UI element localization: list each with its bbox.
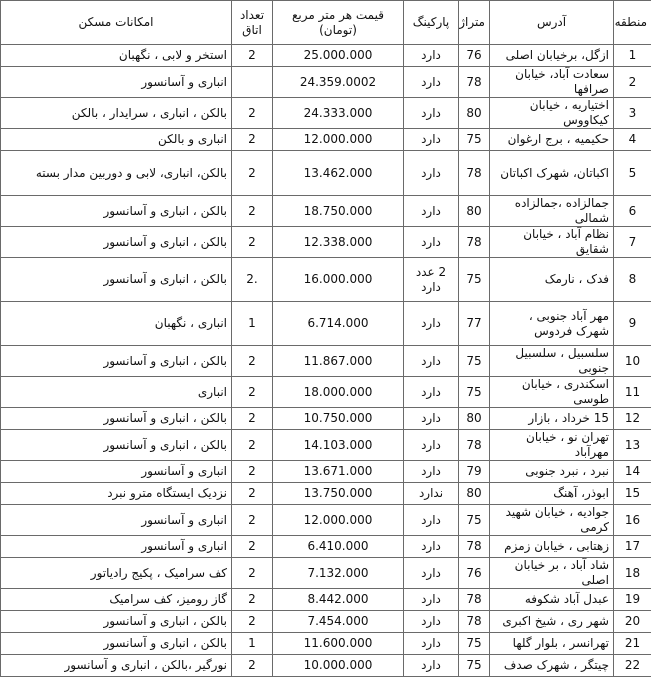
cell-address: 15 خرداد ، بازار [490, 408, 614, 430]
cell-parking: دارد [404, 45, 459, 67]
cell-address: اختیاریه ، خیابان کیکاووس [490, 98, 614, 129]
cell-rooms: 1 [232, 302, 273, 346]
cell-region: 18 [614, 558, 651, 589]
cell-area: 79 [459, 461, 490, 483]
cell-address: زهتابی ، خیابان زمزم [490, 536, 614, 558]
cell-rooms: 2 [232, 430, 273, 461]
cell-rooms: 2 [232, 98, 273, 129]
cell-price: 13.671.000 [273, 461, 404, 483]
cell-amenities: بالکن ، انباری و آسانسور [1, 633, 232, 655]
table-row [1, 633, 651, 655]
cell-price: 11.600.000 [273, 633, 404, 655]
cell-price: 12.338.000 [273, 227, 404, 258]
cell-price: 12.000.000 [273, 505, 404, 536]
cell-amenities: انباری و آسانسور [1, 461, 232, 483]
cell-region: 19 [614, 589, 651, 611]
table-row [1, 346, 651, 377]
cell-area: 80 [459, 196, 490, 227]
cell-amenities: بالکن ، انباری و آسانسور [1, 346, 232, 377]
cell-price: 24.359.0002 [273, 67, 404, 98]
cell-address: نبرد ، نبرد جنوبی [490, 461, 614, 483]
table-row [1, 258, 651, 302]
cell-parking: دارد [404, 611, 459, 633]
header-parking: پارکینگ [404, 1, 459, 45]
cell-price: 16.000.000 [273, 258, 404, 302]
cell-parking: دارد [404, 589, 459, 611]
cell-price: 7.454.000 [273, 611, 404, 633]
cell-area: 80 [459, 408, 490, 430]
cell-amenities: انباری و آسانسور [1, 536, 232, 558]
cell-region: 21 [614, 633, 651, 655]
table-row [1, 505, 651, 536]
table-row [1, 536, 651, 558]
cell-area: 78 [459, 611, 490, 633]
cell-address: فدک ، نارمک [490, 258, 614, 302]
cell-region: 13 [614, 430, 651, 461]
cell-rooms: 2 [232, 505, 273, 536]
cell-price: 18.750.000 [273, 196, 404, 227]
cell-region: 6 [614, 196, 651, 227]
cell-parking: دارد [404, 227, 459, 258]
table-row [1, 98, 651, 129]
header-price: قیمت هر متر مربع (تومان) [273, 1, 404, 45]
cell-region: 3 [614, 98, 651, 129]
cell-area: 75 [459, 258, 490, 302]
cell-address: تهران نو ، خیابان مهرآباد [490, 430, 614, 461]
cell-area: 75 [459, 505, 490, 536]
cell-price: 6.714.000 [273, 302, 404, 346]
table-row [1, 589, 651, 611]
cell-area: 76 [459, 558, 490, 589]
cell-amenities: بالکن ، انباری و آسانسور [1, 408, 232, 430]
table-row [1, 377, 651, 408]
cell-region: 17 [614, 536, 651, 558]
table-body [1, 45, 651, 677]
cell-area: 78 [459, 227, 490, 258]
cell-price: 12.000.000 [273, 129, 404, 151]
cell-area: 75 [459, 655, 490, 677]
cell-amenities: بالکن ، انباری و آسانسور [1, 430, 232, 461]
cell-price: 7.132.000 [273, 558, 404, 589]
table-row [1, 227, 651, 258]
cell-region: 20 [614, 611, 651, 633]
cell-rooms: 1 [232, 633, 273, 655]
cell-address: ابوذر، آهنگ [490, 483, 614, 505]
cell-parking: دارد [404, 302, 459, 346]
cell-area: 78 [459, 430, 490, 461]
cell-amenities: انباری و آسانسور [1, 505, 232, 536]
cell-rooms: 2 [232, 558, 273, 589]
cell-price: 10.000.000 [273, 655, 404, 677]
cell-region: 1 [614, 45, 651, 67]
cell-amenities: بالکن ، انباری و آسانسور [1, 258, 232, 302]
cell-rooms: 2 [232, 408, 273, 430]
cell-price: 13.462.000 [273, 151, 404, 196]
cell-area: 75 [459, 346, 490, 377]
cell-address: جمالزاده ،جمالزاده شمالی [490, 196, 614, 227]
cell-parking: دارد [404, 408, 459, 430]
cell-address: شهر ری ، شیخ اکبری [490, 611, 614, 633]
header-rooms: تعداد اتاق [232, 1, 273, 45]
cell-amenities: بالکن ، انباری و آسانسور [1, 227, 232, 258]
cell-amenities: استخر و لابی ، نگهبان [1, 45, 232, 67]
cell-rooms: 2 [232, 483, 273, 505]
cell-amenities: انباری [1, 377, 232, 408]
cell-parking: دارد [404, 98, 459, 129]
cell-address: اسکندری ، خیابان طوسی [490, 377, 614, 408]
cell-amenities: بالکن ، انباری ، سرایدار ، بالکن [1, 98, 232, 129]
cell-price: 14.103.000 [273, 430, 404, 461]
cell-parking: دارد [404, 461, 459, 483]
cell-amenities: انباری و بالکن [1, 129, 232, 151]
header-region: منطقه [614, 1, 651, 45]
cell-address: شاد آباد ، بر خیابان اصلی [490, 558, 614, 589]
cell-address: اکباتان، شهرک اکباتان [490, 151, 614, 196]
cell-area: 80 [459, 483, 490, 505]
cell-parking: دارد [404, 536, 459, 558]
cell-address: مهر آباد جنوبی ، شهرک فردوس [490, 302, 614, 346]
cell-area: 80 [459, 98, 490, 129]
cell-rooms: 2 [232, 227, 273, 258]
cell-region: 5 [614, 151, 651, 196]
cell-area: 75 [459, 633, 490, 655]
cell-area: 78 [459, 536, 490, 558]
cell-parking: دارد [404, 196, 459, 227]
table-row [1, 430, 651, 461]
cell-region: 16 [614, 505, 651, 536]
cell-amenities: بالکن ، انباری و آسانسور [1, 196, 232, 227]
header-amenities: امکانات مسکن [1, 1, 232, 45]
cell-area: 77 [459, 302, 490, 346]
cell-area: 78 [459, 67, 490, 98]
cell-region: 8 [614, 258, 651, 302]
cell-rooms: 2 [232, 129, 273, 151]
cell-parking: دارد [404, 67, 459, 98]
table-row [1, 302, 651, 346]
cell-address: سلسبیل ، سلسبیل جنوبی [490, 346, 614, 377]
cell-region: 12 [614, 408, 651, 430]
cell-address: نظام آباد ، خیابان شقایق [490, 227, 614, 258]
cell-price: 13.750.000 [273, 483, 404, 505]
cell-area: 78 [459, 589, 490, 611]
cell-rooms: .2 [232, 258, 273, 302]
table-row [1, 129, 651, 151]
table-row [1, 408, 651, 430]
cell-parking: دارد [404, 505, 459, 536]
cell-region: 11 [614, 377, 651, 408]
table-row [1, 45, 651, 67]
cell-price: 6.410.000 [273, 536, 404, 558]
cell-amenities: کف سرامیک ، پکیج رادیاتور [1, 558, 232, 589]
cell-region: 4 [614, 129, 651, 151]
table-row [1, 611, 651, 633]
cell-region: 14 [614, 461, 651, 483]
cell-region: 15 [614, 483, 651, 505]
cell-parking: 2 عدد دارد [404, 258, 459, 302]
table-row [1, 558, 651, 589]
cell-region: 2 [614, 67, 651, 98]
cell-amenities: بالکن، انباری، لابی و دوربین مدار بسته [1, 151, 232, 196]
cell-parking: دارد [404, 377, 459, 408]
cell-region: 22 [614, 655, 651, 677]
cell-price: 24.333.000 [273, 98, 404, 129]
cell-address: ازگل، برخیابان اصلی [490, 45, 614, 67]
cell-price: 18.000.000 [273, 377, 404, 408]
cell-area: 75 [459, 129, 490, 151]
cell-address: چیتگر ، شهرک صدف [490, 655, 614, 677]
cell-parking: دارد [404, 655, 459, 677]
cell-rooms: 2 [232, 461, 273, 483]
table-row [1, 655, 651, 677]
cell-price: 10.750.000 [273, 408, 404, 430]
cell-area: 75 [459, 377, 490, 408]
cell-region: 10 [614, 346, 651, 377]
cell-parking: ندارد [404, 483, 459, 505]
header-address: آدرس [490, 1, 614, 45]
cell-rooms: 2 [232, 151, 273, 196]
cell-amenities: انباری و آسانسور [1, 67, 232, 98]
cell-amenities: بالکن ، انباری و آسانسور [1, 611, 232, 633]
cell-parking: دارد [404, 151, 459, 196]
cell-address: سعادت آباد، خیابان صرافها [490, 67, 614, 98]
table-row [1, 67, 651, 98]
cell-address: حکیمیه ، برج ارغوان [490, 129, 614, 151]
table-row [1, 196, 651, 227]
table-row [1, 483, 651, 505]
cell-parking: دارد [404, 633, 459, 655]
cell-rooms: 2 [232, 655, 273, 677]
cell-price: 11.867.000 [273, 346, 404, 377]
cell-rooms: 2 [232, 346, 273, 377]
cell-region: 7 [614, 227, 651, 258]
cell-address: تهرانسر ، بلوار گلها [490, 633, 614, 655]
cell-region: 9 [614, 302, 651, 346]
cell-rooms: 2 [232, 536, 273, 558]
cell-rooms: 2 [232, 45, 273, 67]
cell-area: 76 [459, 45, 490, 67]
cell-parking: دارد [404, 430, 459, 461]
cell-amenities: نورگیر ،بالکن ، انباری و آسانسور [1, 655, 232, 677]
table-row [1, 461, 651, 483]
cell-rooms: 2 [232, 377, 273, 408]
cell-amenities: انباری ، نگهبان [1, 302, 232, 346]
cell-address: عبدل آباد شکوفه [490, 589, 614, 611]
header-row [1, 1, 651, 45]
cell-price: 25.000.000 [273, 45, 404, 67]
cell-parking: دارد [404, 346, 459, 377]
cell-amenities: نزدیک ایستگاه مترو نبرد [1, 483, 232, 505]
header-area: متراژ [459, 1, 490, 45]
table-row [1, 151, 651, 196]
cell-amenities: گاز رومیز، کف سرامیک [1, 589, 232, 611]
cell-price: 8.442.000 [273, 589, 404, 611]
cell-address: جوادیه ، خیابان شهید کرمی [490, 505, 614, 536]
cell-rooms: 2 [232, 611, 273, 633]
cell-area: 78 [459, 151, 490, 196]
cell-rooms: 2 [232, 589, 273, 611]
cell-rooms: 2 [232, 196, 273, 227]
cell-parking: دارد [404, 129, 459, 151]
cell-parking: دارد [404, 558, 459, 589]
cell-rooms [232, 67, 273, 98]
